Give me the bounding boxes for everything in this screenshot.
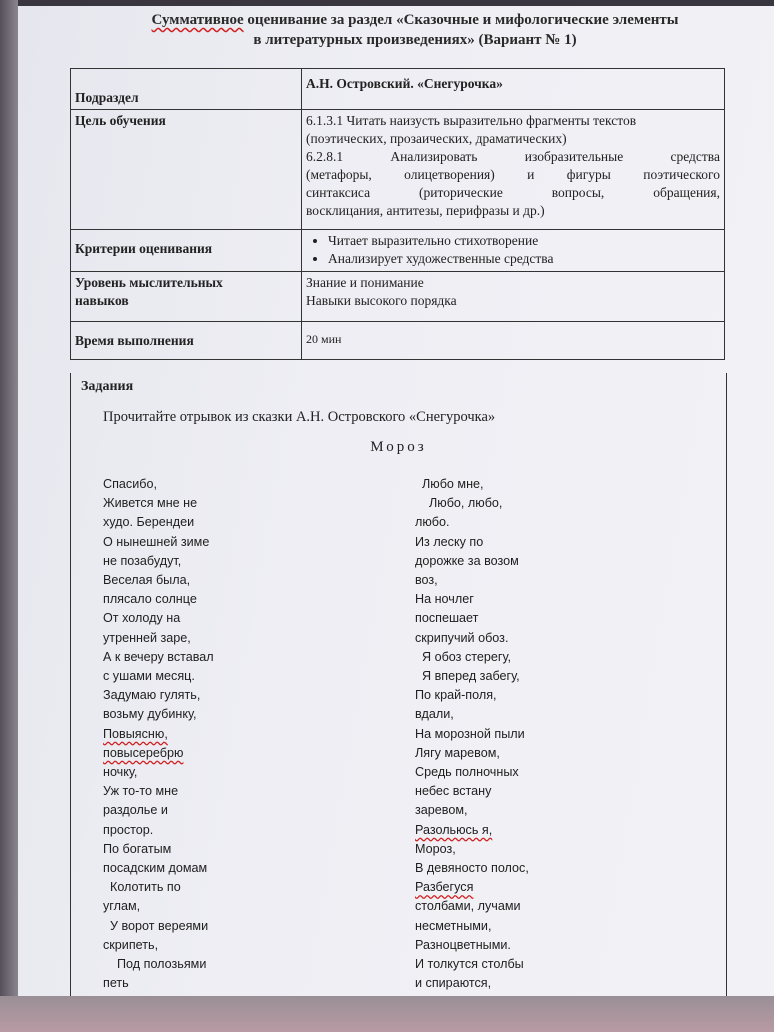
poem-line: Любо, любо, [415, 496, 503, 511]
poem-line: дорожке за возом [415, 553, 519, 568]
poem-line: любо. [415, 515, 450, 530]
poem-line: Мороз, [415, 841, 456, 856]
tasks-intro: Прочитайте отрывок из сказки А.Н. Островского «Снегурочка» [103, 409, 496, 425]
poem-line: небес встану [415, 784, 492, 799]
poem-line: повысеребрю [103, 745, 184, 760]
poem-line: И толкутся столбы [415, 957, 524, 972]
table-row-duration [71, 322, 725, 360]
poem-line: По богатым [103, 841, 172, 856]
poem-line: скрипучий обоз. [415, 630, 509, 645]
poem-line: поспешает [415, 611, 479, 626]
poem-line: Лягу маревом, [415, 745, 500, 760]
poem-line: Разноцветными. [415, 937, 511, 952]
table-row-thinking-level [71, 272, 725, 322]
heading-line-2: в литературных произведениях» (Вариант № 1) [253, 32, 577, 48]
monitor-bezel-bottom [0, 996, 774, 1032]
poem-line: худо. Берендеи [103, 515, 195, 530]
label-subsection: Подраздел [71, 69, 302, 110]
poem-line: углам, [103, 899, 141, 914]
poem-line: Повыясню, [103, 726, 168, 741]
label-duration: Время выполнения [71, 322, 302, 360]
poem-line: О нынешней зиме [103, 534, 210, 549]
poem-line: скрипеть, [103, 937, 159, 952]
table-row-criteria [71, 230, 725, 272]
poem-line: Веселая была, [103, 573, 191, 588]
poem-line: В девяносто полос, [415, 861, 529, 876]
objective-line-4: (метафоры, олицетворения) и фигуры поэтического [306, 167, 720, 182]
label-objective: Цель обучения [71, 110, 302, 230]
poem-line: Любо мне, [415, 477, 484, 491]
document-screen [18, 6, 774, 996]
criteria-item-1: • Читает выразительно стихотворение [328, 232, 720, 250]
poem-line: Я обоз стерегу, [415, 649, 512, 664]
poem-line: Под полозьями [103, 957, 207, 972]
assessment-table [70, 68, 725, 360]
poem-line: Из леску по [415, 534, 484, 549]
heading-line-1-rest: оценивание за раздел «Сказочные и мифологические элементы [243, 12, 679, 28]
poem-line: Задумаю гулять, [103, 688, 201, 703]
poem-line: столбами, лучами [415, 899, 521, 914]
poem-line: Спасибо, [103, 477, 157, 491]
value-duration: 20 мин [302, 322, 725, 360]
poem-line: петь [103, 976, 129, 991]
criteria-item-2: • Анализирует художественные средства [328, 250, 720, 268]
poem-line: А к вечеру вставал [103, 649, 214, 664]
poem-line: воз, [415, 573, 438, 588]
poem-right-column [415, 475, 585, 993]
poem-line: заревом, [415, 803, 468, 818]
thinking-level-value-1: Знание и понимание [306, 275, 424, 290]
value-objective [302, 110, 725, 230]
poem-title: Мороз [370, 439, 427, 455]
tasks-section [70, 373, 727, 1003]
document-page [70, 6, 760, 1006]
tasks-title: Задания [81, 379, 134, 394]
poem-line: и спираются, [415, 976, 492, 991]
poem-line: возьму дубинку, [103, 707, 197, 722]
poem-line: с ушами месяц. [103, 669, 195, 684]
poem-line: У ворот вереями [103, 918, 209, 933]
poem-line: Живется мне не [103, 496, 198, 511]
thinking-level-line-1: Уровень мыслительных [75, 275, 223, 290]
objective-line-2: (поэтических, прозаических, драматических) [306, 131, 567, 146]
document-heading [70, 10, 760, 50]
poem-line: простор. [103, 822, 154, 837]
heading-spellcheck-word: Суммативное [151, 12, 244, 28]
objective-line-6: восклицания, антитезы, перифразы и др.) [306, 203, 545, 218]
heading-line-1 [70, 10, 760, 30]
poem-line: Разбегуся [415, 880, 474, 895]
objective-line-5: синтаксиса (риторические вопросы, обращения, [306, 185, 720, 200]
poem-line: утренней заре, [103, 630, 191, 645]
value-subsection: А.Н. Островский. «Снегурочка» [302, 69, 725, 110]
objective-line-3: 6.2.8.1 Анализировать изобразительные средства [306, 149, 720, 164]
table-row-subsection [71, 69, 725, 110]
poem-line: Уж то-то мне [103, 784, 179, 799]
poem-line: От холоду на [103, 611, 181, 626]
poem-line: Колотить по [103, 880, 181, 895]
poem-line: несметными, [415, 918, 492, 933]
poem-line: На ночлег [415, 592, 474, 607]
criteria-list [306, 232, 720, 268]
poem-line: Я вперед забегу, [415, 669, 520, 684]
poem-line: раздолье и [103, 803, 168, 818]
value-criteria [302, 230, 725, 272]
value-thinking-level [302, 272, 725, 322]
poem-line: ночку, [103, 765, 138, 780]
poem-line: плясало солнце [103, 592, 197, 607]
poem-line: Средь полночных [415, 765, 519, 780]
poem-line: вдали, [415, 707, 454, 722]
poem-left-column [103, 475, 263, 993]
monitor-bezel-left [0, 0, 18, 1032]
poem-line: По край-поля, [415, 688, 497, 703]
thinking-level-line-2: навыков [75, 293, 129, 308]
poem-line: Разольюсь я, [415, 822, 493, 837]
thinking-level-value-2: Навыки высокого порядка [306, 293, 457, 308]
poem-line: не позабудут, [103, 553, 182, 568]
label-criteria: Критерии оценивания [71, 230, 302, 272]
poem-line: На морозной пыли [415, 726, 525, 741]
objective-line-1: 6.1.3.1 Читать наизусть выразительно фрагменты текстов [306, 113, 637, 128]
table-row-objective [71, 110, 725, 230]
poem-line: посадским домам [103, 861, 208, 876]
label-thinking-level [71, 272, 302, 322]
